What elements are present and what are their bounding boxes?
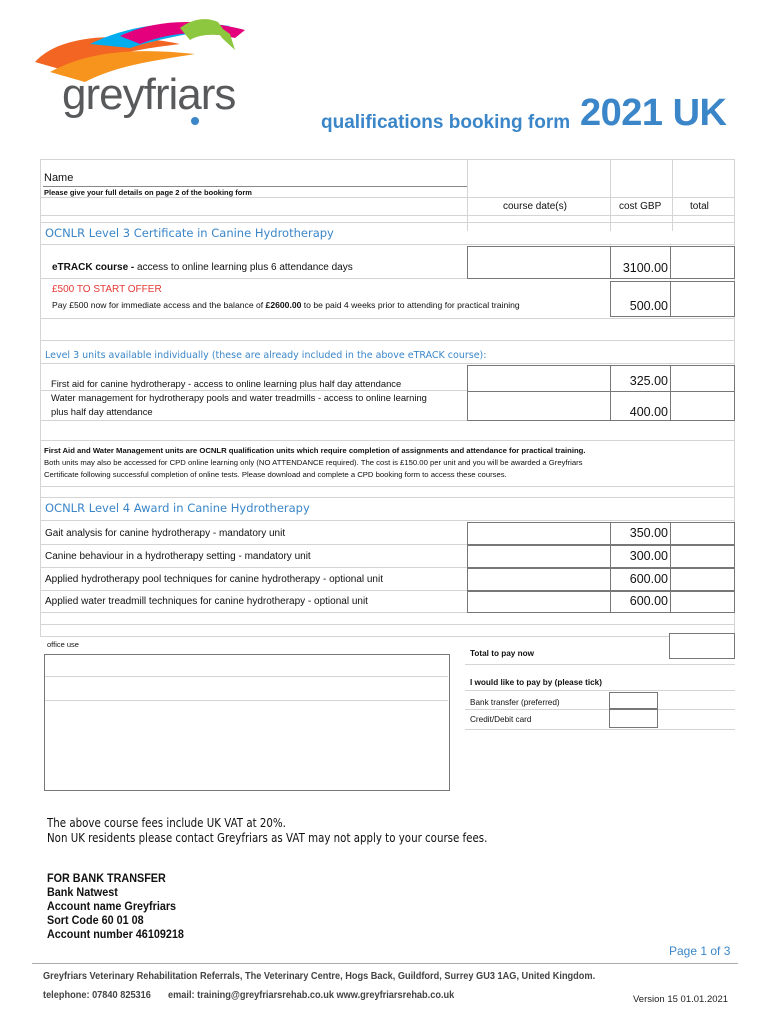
level4-item-price: 600.00 xyxy=(629,594,668,608)
units-note-line3: Certificate following successful completion of online tests. Please download and complete a CPD booking form to access these courses. xyxy=(44,470,507,479)
grid-line xyxy=(40,486,734,487)
pay-by-label: I would like to pay by (please tick) xyxy=(470,678,602,687)
offer-price: 500.00 xyxy=(629,299,668,313)
grid-line xyxy=(40,636,734,637)
grid-line xyxy=(465,729,735,730)
level4-item-label: Applied water treadmill techniques for canine hydrotherapy - optional unit xyxy=(45,596,368,607)
level3-title: OCNLR Level 3 Certificate in Canine Hydrotherapy xyxy=(45,226,334,240)
grid-line xyxy=(465,709,735,710)
grid-line xyxy=(40,624,734,625)
bank-name: Bank Natwest xyxy=(47,885,118,899)
name-label: Name xyxy=(44,172,74,184)
office-line xyxy=(45,676,448,677)
grid-line xyxy=(40,244,734,245)
grid-line xyxy=(40,222,734,223)
grid-line xyxy=(40,318,734,319)
page-number: Page 1 of 3 xyxy=(669,944,731,958)
total-input[interactable] xyxy=(669,633,735,659)
etrack-price: 3100.00 xyxy=(622,261,668,275)
first-aid-price: 325.00 xyxy=(629,374,668,388)
level4-item-price: 350.00 xyxy=(629,526,668,540)
grid-line xyxy=(40,340,734,341)
bank-transfer-tickbox[interactable] xyxy=(609,692,658,709)
card-tickbox[interactable] xyxy=(609,709,658,728)
grid-line xyxy=(40,497,734,498)
col-total: total xyxy=(690,201,709,212)
grid-line xyxy=(672,159,673,231)
grid-line xyxy=(40,159,734,160)
footer-version: Version 15 01.01.2021 xyxy=(633,994,729,1005)
grid-line xyxy=(40,440,734,441)
level4-title: OCNLR Level 4 Award in Canine Hydrotherapy xyxy=(45,501,310,515)
form-title: qualifications booking form xyxy=(321,112,571,133)
grid-line xyxy=(610,159,611,231)
sort-code: Sort Code 60 01 08 xyxy=(47,913,144,927)
account-name: Account name Greyfriars xyxy=(47,899,177,913)
vat-line1: The above course fees include UK VAT at 20%. xyxy=(47,815,286,830)
level4-item-label: Applied hydrotherapy pool techniques for canine hydrotherapy - optional unit xyxy=(45,574,383,585)
units-title: Level 3 units available individually (these are already included in the above eTRACK course): xyxy=(45,350,487,361)
office-use-box xyxy=(44,654,450,791)
footer-telephone: telephone: 07840 825316 xyxy=(43,990,151,1001)
units-note-bold: First Aid and Water Management units are OCNLR qualification units which require completion of assignments and attendance for practical training. xyxy=(44,446,586,455)
col-course-dates: course date(s) xyxy=(503,201,567,212)
water-price: 400.00 xyxy=(629,405,668,419)
grid-line xyxy=(40,197,734,198)
card-label: Credit/Debit card xyxy=(470,715,532,724)
footer-divider xyxy=(32,963,738,964)
water-label-line2: plus half day attendance xyxy=(51,406,153,417)
grid-line xyxy=(465,690,735,691)
total-label: Total to pay now xyxy=(470,649,534,658)
treadmill-total-input[interactable] xyxy=(670,591,735,613)
vat-line2: Non UK residents please contact Greyfriars as VAT may not apply to your course fees. xyxy=(47,830,488,845)
offer-text: Pay £500 now for immediate access and the balance of £2600.00 to be paid 4 weeks prior to attending for practical training xyxy=(52,300,520,310)
level4-item-price: 600.00 xyxy=(629,572,668,586)
offer-title: £500 TO START OFFER xyxy=(52,284,162,295)
bank-transfer-label: Bank transfer (preferred) xyxy=(470,698,560,707)
water-total-input[interactable] xyxy=(670,391,735,421)
units-note-line2: Both units may also be accessed for CPD online learning only (NO ATTENDANCE required). The cost is £150.00 per unit and you will be awarded a Greyfriars xyxy=(44,458,583,467)
level4-item-label: Gait analysis for canine hydrotherapy - mandatory unit xyxy=(45,528,286,539)
grid-line xyxy=(467,159,468,231)
office-use-label: office use xyxy=(47,640,79,649)
offer-total-input[interactable] xyxy=(670,281,735,317)
grid-line xyxy=(465,664,735,665)
office-line xyxy=(45,700,448,701)
bank-heading: FOR BANK TRANSFER xyxy=(47,871,166,885)
level4-item-label: Canine behaviour in a hydrotherapy setting - mandatory unit xyxy=(45,551,311,562)
col-cost: cost GBP xyxy=(619,201,662,212)
footer-email[interactable]: email: training@greyfriarsrehab.co.uk www.greyfriarsrehab.co.uk xyxy=(168,990,455,1001)
grid-line xyxy=(40,159,41,636)
gait-total-input[interactable] xyxy=(670,522,735,545)
form-year: 2021 UK xyxy=(580,92,727,134)
grid-line xyxy=(40,520,734,521)
pool-total-input[interactable] xyxy=(670,568,735,591)
grid-line xyxy=(40,363,734,364)
logo-text: greyfriars xyxy=(62,70,236,119)
etrack-label: eTRACK course - access to online learning plus 6 attendance days xyxy=(52,262,353,273)
water-label-line1: Water management for hydrotherapy pools and water treadmills - access to online learning xyxy=(51,392,427,403)
etrack-total-input[interactable] xyxy=(670,246,735,279)
grid-line xyxy=(40,215,734,216)
name-underline xyxy=(43,186,467,187)
account-number: Account number 46109218 xyxy=(47,927,184,941)
first-aid-total-input[interactable] xyxy=(670,365,735,393)
footer-address: Greyfriars Veterinary Rehabilitation Referrals, The Veterinary Centre, Hogs Back, Guildford, Surrey GU3 1AG, United Kingdom. xyxy=(43,971,596,982)
name-note: Please give your full details on page 2 of the booking form xyxy=(44,188,252,197)
first-aid-label: First aid for canine hydrotherapy - access to online learning plus half day attendance xyxy=(51,378,402,389)
behaviour-total-input[interactable] xyxy=(670,545,735,568)
level4-item-price: 300.00 xyxy=(629,549,668,563)
